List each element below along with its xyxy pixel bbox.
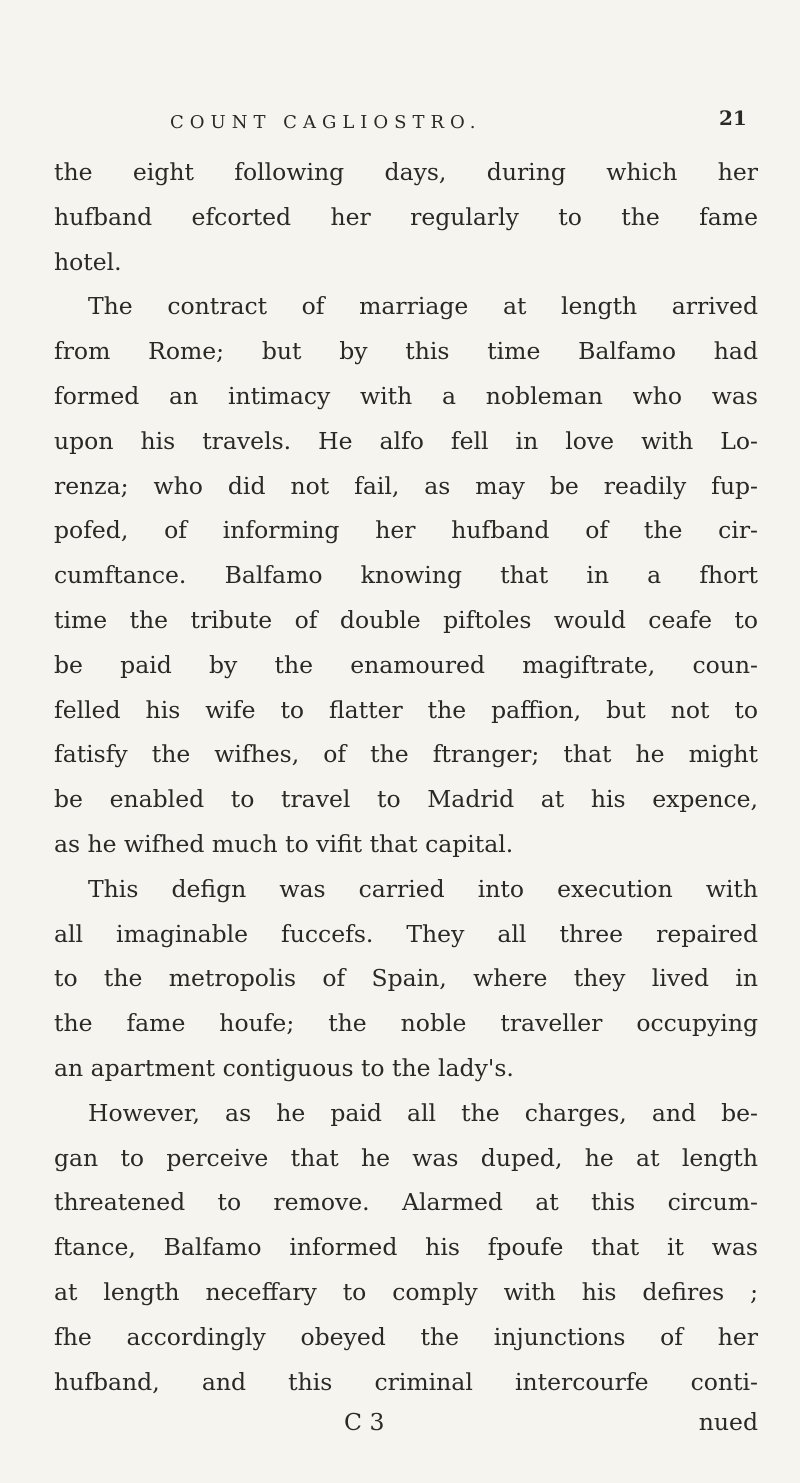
text-line: cumftance. Balfamo knowing that in a fhort	[54, 561, 758, 590]
page-footer	[54, 1408, 758, 1452]
catchword: nued	[698, 1408, 758, 1436]
text-line: be enabled to travel to Madrid at his expence,	[54, 785, 758, 814]
text-line: an apartment contiguous to the lady's.	[54, 1053, 514, 1082]
text-line: The contract of marriage at length arrived	[88, 292, 758, 321]
text-line: at length neceffary to comply with his defires ;	[54, 1277, 758, 1306]
text-line: renza; who did not fail, as may be readily fup-	[54, 471, 758, 500]
signature-mark: C 3	[344, 1408, 385, 1436]
running-title: COUNT CAGLIOSTRO.	[170, 112, 482, 133]
text-line: This defign was carried into execution with	[88, 874, 758, 903]
text-line: as he wifhed much to vifit that capital.	[54, 829, 514, 858]
text-line: hufband, and this criminal intercourfe conti-	[54, 1367, 758, 1396]
text-line: the fame houfe; the noble traveller occupying	[54, 1009, 758, 1038]
text-line: all imaginable fuccefs. They all three repaired	[54, 919, 758, 948]
text-line: fatisfy the wifhes, of the ftranger; that he might	[54, 740, 758, 769]
text-line: hufband efcorted her regularly to the fame	[54, 202, 758, 231]
text-line: formed an intimacy with a nobleman who was	[54, 381, 758, 410]
text-line: time the tribute of double piftoles would ceafe to	[54, 605, 758, 634]
text-line: to the metropolis of Spain, where they lived in	[54, 964, 758, 993]
text-line: upon his travels. He alfo fell in love with Lo-	[54, 426, 758, 455]
text-line: from Rome; but by this time Balfamo had	[54, 337, 758, 366]
page-number: 21	[719, 106, 747, 130]
text-line: threatened to remove. Alarmed at this circum-	[54, 1188, 758, 1217]
text-line: hotel.	[54, 247, 122, 276]
text-line: gan to perceive that he was duped, he at length	[54, 1143, 758, 1172]
text-line: pofed, of informing her hufband of the cir-	[54, 516, 758, 545]
text-line: fhe accordingly obeyed the injunctions of her	[54, 1322, 758, 1351]
text-line: felled his wife to flatter the paffion, but not to	[54, 695, 758, 724]
text-line: be paid by the enamoured magiftrate, coun-	[54, 650, 758, 679]
text-line: the eight following days, during which her	[54, 158, 758, 186]
text-line: However, as he paid all the charges, and be-	[88, 1098, 758, 1127]
body-text	[54, 150, 758, 1404]
text-line: ftance, Balfamo informed his fpoufe that it was	[54, 1233, 758, 1262]
